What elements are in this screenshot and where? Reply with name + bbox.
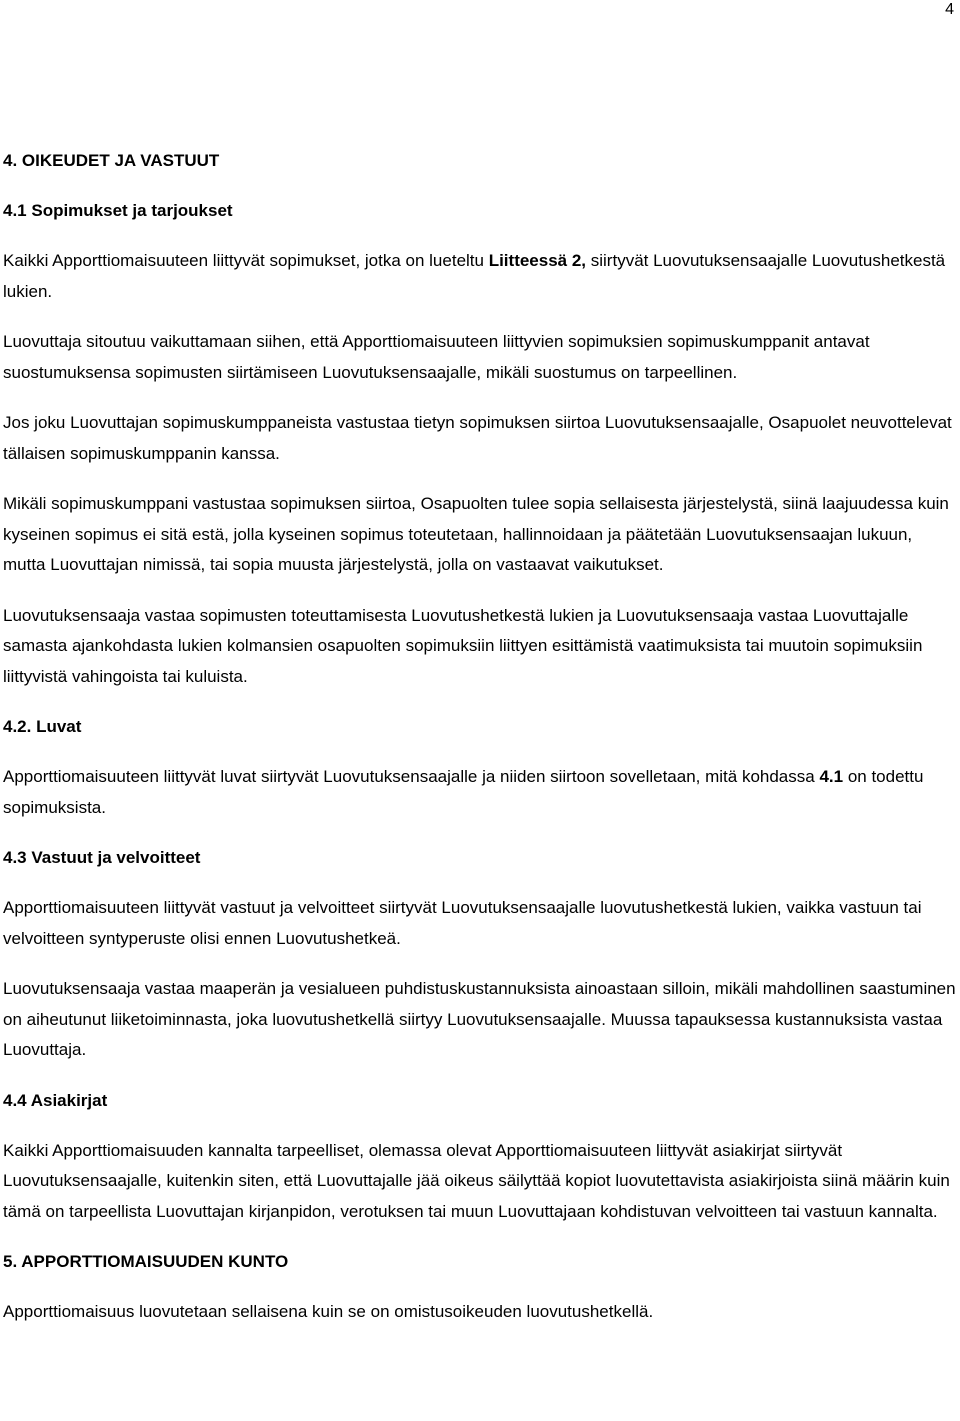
- section-4-heading: 4. OIKEUDET JA VASTUUT: [3, 151, 220, 170]
- section-5-heading: 5. APPORTTIOMAISUUDEN KUNTO: [3, 1252, 289, 1271]
- text-run: Jos joku Luovuttajan sopimuskumppaneista vastustaa tietyn sopimuksen siirtoa Luovutuksensaajalle, Osapuolet neuvottelevat tällaisen sopimuskumppanin kanssa.: [3, 413, 952, 463]
- text-run: Kaikki Apporttiomaisuuteen liittyvät sopimukset, jotka on lueteltu: [3, 251, 489, 270]
- page-number: 4: [945, 1, 954, 18]
- paragraph-5: [3, 1297, 958, 1328]
- paragraph-4-1-b: [3, 327, 958, 388]
- section-4-3-heading: 4.3 Vastuut ja velvoitteet: [3, 848, 201, 867]
- text-run: on todettu sopimuksista.: [3, 767, 924, 817]
- text-run: Mikäli sopimuskumppani vastustaa sopimuksen siirtoa, Osapuolten tulee sopia sellaisesta järjestelystä, siinä laajuudessa kuin kyseinen sopimus ei sitä estä, jolla kyseinen sopimus toteutetaan, hallinnoidaan ja päätetään Luovutuksensaajan lukuun, mutta Luovuttajan nimissä, tai sopia muusta järjestelystä, jolla on vastaavat vaikutukset.: [3, 494, 949, 574]
- document-body: [3, 146, 958, 1348]
- paragraph-4-2: [3, 762, 958, 823]
- text-run: Luovuttaja sitoutuu vaikuttamaan siihen, että Apporttiomaisuuteen liittyvien sopimuksien sopimuskumppanit antavat suostumuksensa sopimusten siirtämiseen Luovutuksensaajalle, mikäli suostumus on tarpeellinen.: [3, 332, 870, 382]
- section-4-1-heading: 4.1 Sopimukset ja tarjoukset: [3, 201, 233, 220]
- paragraph-4-1-d: [3, 489, 958, 581]
- text-run: Kaikki Apporttiomaisuuden kannalta tarpeelliset, olemassa olevat Apporttiomaisuuteen liittyvät asiakirjat siirtyvät Luovutuksensaajalle, kuitenkin siten, että Luovuttajalle jää oikeus säilyttää kopiot luovutettavista asiakirjoista siinä määrin kuin tämä on tarpeellista Luovuttajan kirjanpidon, verotuksen tai muun Luovuttajaan kohdistuvan velvoitteen tai vastuun kannalta.: [3, 1140, 950, 1221]
- text-run: siirtyvät Luovutuksensaajalle Luovutushetkestä lukien.: [3, 251, 946, 301]
- text-run: Apporttiomaisuus luovutetaan sellaisena kuin se on omistusoikeuden luovutushetkellä.: [3, 1302, 654, 1321]
- bold-reference: Liitteessä 2,: [488, 251, 587, 270]
- paragraph-4-3-b: [3, 974, 958, 1066]
- text-run: Apporttiomaisuuteen liittyvät luvat siirtyvät Luovutuksensaajalle ja niiden siirtoon sovelletaan, mitä kohdassa: [3, 767, 820, 786]
- text-run: Luovutuksensaaja vastaa maaperän ja vesialueen puhdistuskustannuksista ainoastaan silloin, mikäli mahdollinen saastuminen on aiheutunut liiketoiminnasta, joka luovutushetkellä siirtyy Luovutuksensaajalle. Muussa tapauksessa kustannuksista vastaa Luovuttaja.: [3, 979, 956, 1059]
- paragraph-4-4: [3, 1136, 958, 1228]
- paragraph-4-1-e: [3, 601, 958, 693]
- text-run: Apporttiomaisuuteen liittyvät vastuut ja velvoitteet siirtyvät Luovutuksensaajalle luovutushetkestä lukien, vaikka vastuun tai velvoitteen syntyperuste olisi ennen Luovutushetkeä.: [3, 898, 922, 948]
- bold-reference: 4.1: [819, 767, 844, 786]
- section-4-2-heading: 4.2. Luvat: [3, 717, 82, 736]
- section-4-4-heading: 4.4 Asiakirjat: [3, 1090, 108, 1110]
- text-run: Luovutuksensaaja vastaa sopimusten toteuttamisesta Luovutushetkestä lukien ja Luovutuksensaaja vastaa Luovuttajalle samasta ajankohdasta lukien kolmansien osapuolten sopimuksiin liittyen esittämistä vaatimuksista tai muutoin sopimuksiin liittyvistä vahingoista tai kuluista.: [3, 605, 923, 686]
- paragraph-4-1-c: [3, 408, 958, 469]
- paragraph-4-1-a: [3, 246, 958, 307]
- paragraph-4-3-a: [3, 893, 958, 954]
